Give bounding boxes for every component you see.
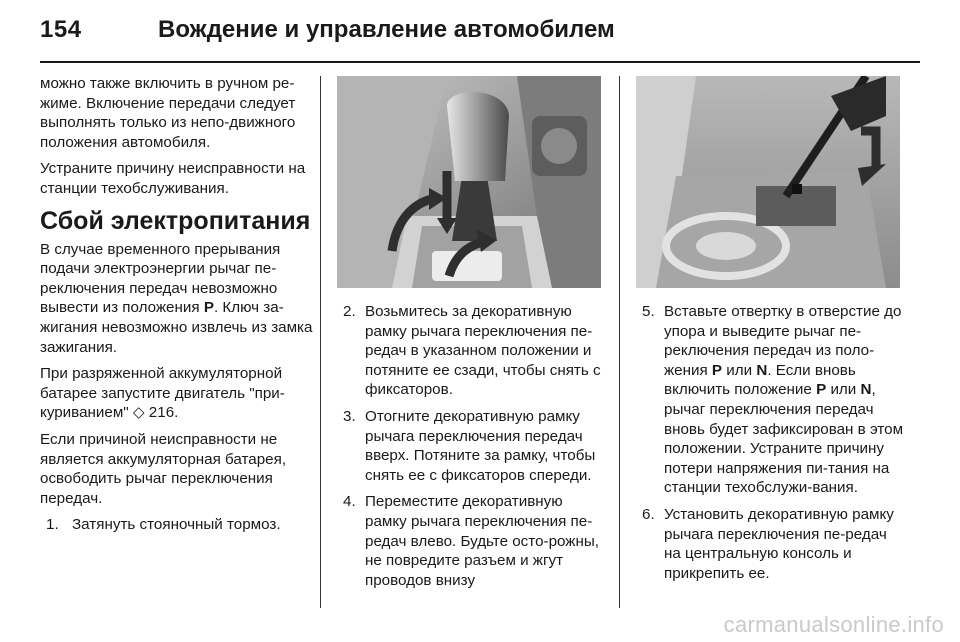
list-item: 6. Установить декоративную рамку рычага переключения пе-редач на центральную консоль и прикрепить ее. [642, 505, 894, 582]
list-item: 1. Затянуть стояночный тормоз. [46, 516, 281, 534]
paragraph: При разряженной аккумуляторной батарее запустите двигатель "при-куриванием" ◇ 216. [40, 365, 285, 422]
paragraph: Если причиной неисправности не является аккумуляторная батарея, освободить рычаг переключения передач. [40, 430, 287, 507]
paragraph: Устраните причину неисправности на станции техобслуживания. [40, 160, 306, 197]
watermark: carmanualsonline.info [723, 612, 944, 637]
screwdriver-illustration [636, 76, 900, 288]
column-3 [642, 302, 906, 590]
column-divider-2 [619, 76, 620, 608]
paragraph: можно также включить в ручном ре-жиме. Включение передачи следует выполнять только из непо-движного положения автомобиля. [40, 75, 296, 151]
list-item: 4. Переместите декоративную рамку рычага переключения пе-редач влево. Будьте осто-рожны, не повредите разъем и жгут проводов внизу [343, 493, 599, 589]
figure-gear-lever-trim [337, 76, 601, 288]
header-rule [40, 61, 920, 63]
gear-lever-illustration [337, 76, 601, 288]
column-divider-1 [320, 76, 321, 608]
list-item: 5. Вставьте отвертку в отверстие до упора и выведите рычаг пе-реключения передач из поло-жения P или N. Если вновь включить положение P или N, рычаг переключения передач вновь будет зафиксирован в этом положении. Устраните причину потери напряжения пи-тания на станции техобслужи-вания. [642, 303, 904, 497]
list-item: 2. Возьмитесь за декоративную рамку рычага переключения пе-редач в указанном положении и потяните ее сзади, чтобы снять с фиксаторов. [343, 303, 601, 399]
gear-position-p: P [203, 299, 214, 317]
page-reference-icon: ◇ [132, 404, 145, 422]
figure-screwdriver [636, 76, 900, 288]
column-2 [343, 302, 607, 597]
column-1 [40, 74, 314, 542]
page-number: 154 [40, 16, 82, 43]
list-item: 3. Отогните декоративную рамку рычага переключения передач вверх. Потяните за рамку, чтобы снять ее с фиксаторов спереди. [343, 407, 596, 484]
page-header [40, 16, 920, 56]
paragraph: В случае временного прерывания подачи электроэнергии рычаг пе-реключения передач невозможно вывести из положения P. Ключ за-жигания невозможно извлечь из замка зажигания. [40, 240, 313, 356]
page-title: Вождение и управление автомобилем [158, 16, 615, 43]
section-heading: Сбой электропитания [40, 206, 311, 235]
